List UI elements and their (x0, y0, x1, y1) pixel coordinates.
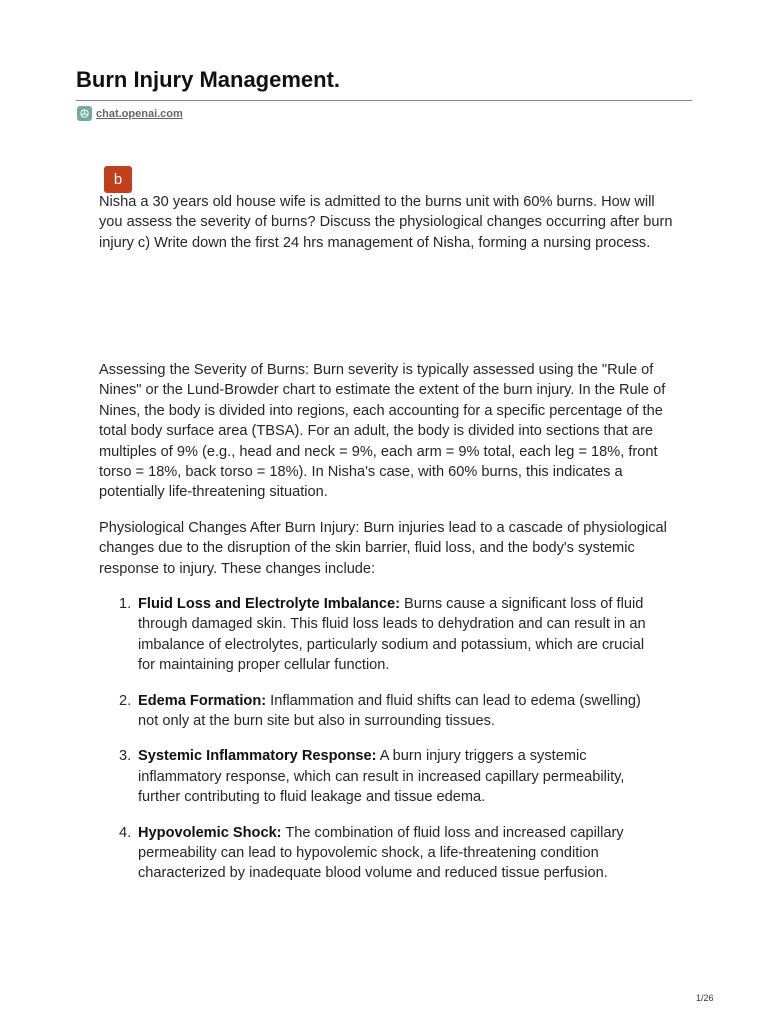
physiological-paragraph: Physiological Changes After Burn Injury: Burn injuries lead to a cascade of physiological changes due to the disruption of the skin barrier, fluid loss, and the body's systemic response to injury. These changes include: (99, 520, 667, 577)
openai-logo-icon (77, 106, 92, 121)
list-item-number: 4. (119, 824, 132, 841)
title-divider (76, 100, 692, 101)
list-item-term: Systemic Inflammatory Response: (138, 748, 377, 765)
page-number: 1/26 (696, 993, 714, 1003)
list-item-term: Edema Formation: (138, 692, 267, 709)
user-avatar: b (104, 166, 132, 193)
list-item-text: The combination of fluid loss and increased capillary permeability can lead to hypovolemic shock, a life-threatening condition characterized by inadequate blood volume and reduced tissue perfusion. (138, 824, 624, 882)
physiological-changes-list (99, 594, 659, 899)
list-item (99, 823, 659, 884)
list-item-number: 1. (119, 596, 132, 612)
source-link[interactable] (77, 106, 183, 121)
list-item-text: A burn injury triggers a systemic inflammatory response, which can result in increased capillary permeability, further contributing to fluid leakage and tissue edema. (138, 748, 625, 806)
severity-paragraph: Assessing the Severity of Burns: Burn severity is typically assessed using the "Rule of Nines" or the Lund-Browder chart to estimate the extent of the burn injury. In the Rule of Nines, the body is divided into regions, each accounting for a specific percentage of the total body surface area (TBSA). For an adult, the body is divided into sections that are multiples of 9% (e.g., head and neck = 9%, each arm = 9% total, each leg = 18%, front torso = 18%, back torso = 18%). In Nisha's case, with 60% burns, this indicates a potentially life-threatening situation. (99, 362, 666, 501)
user-prompt: Nisha a 30 years old house wife is admitted to the burns unit with 60% burns. How will you assess the severity of burns? Discuss the physiological changes occurring after burn injury c) Write down the first 24 hrs management of Nisha, forming a nursing process. (99, 194, 673, 251)
list-item-number: 3. (119, 748, 132, 765)
list-item-term: Fluid Loss and Electrolyte Imbalance: (138, 596, 400, 612)
page-title: Burn Injury Management. (76, 67, 341, 92)
list-item-text: Inflammation and fluid shifts can lead to edema (swelling) not only at the burn site but also in surrounding tissues. (138, 692, 641, 730)
list-item-term: Hypovolemic Shock: (138, 824, 282, 841)
list-item (99, 691, 659, 732)
list-item-text: Burns cause a significant loss of fluid through damaged skin. This fluid loss leads to dehydration and can result in an imbalance of electrolytes, particularly sodium and potassium, which are crucial for maintaining proper cellular function. (138, 596, 646, 674)
list-item (99, 746, 659, 807)
list-item (99, 594, 659, 676)
list-item-number: 2. (119, 692, 132, 709)
source-link-text: chat.openai.com (96, 107, 183, 120)
